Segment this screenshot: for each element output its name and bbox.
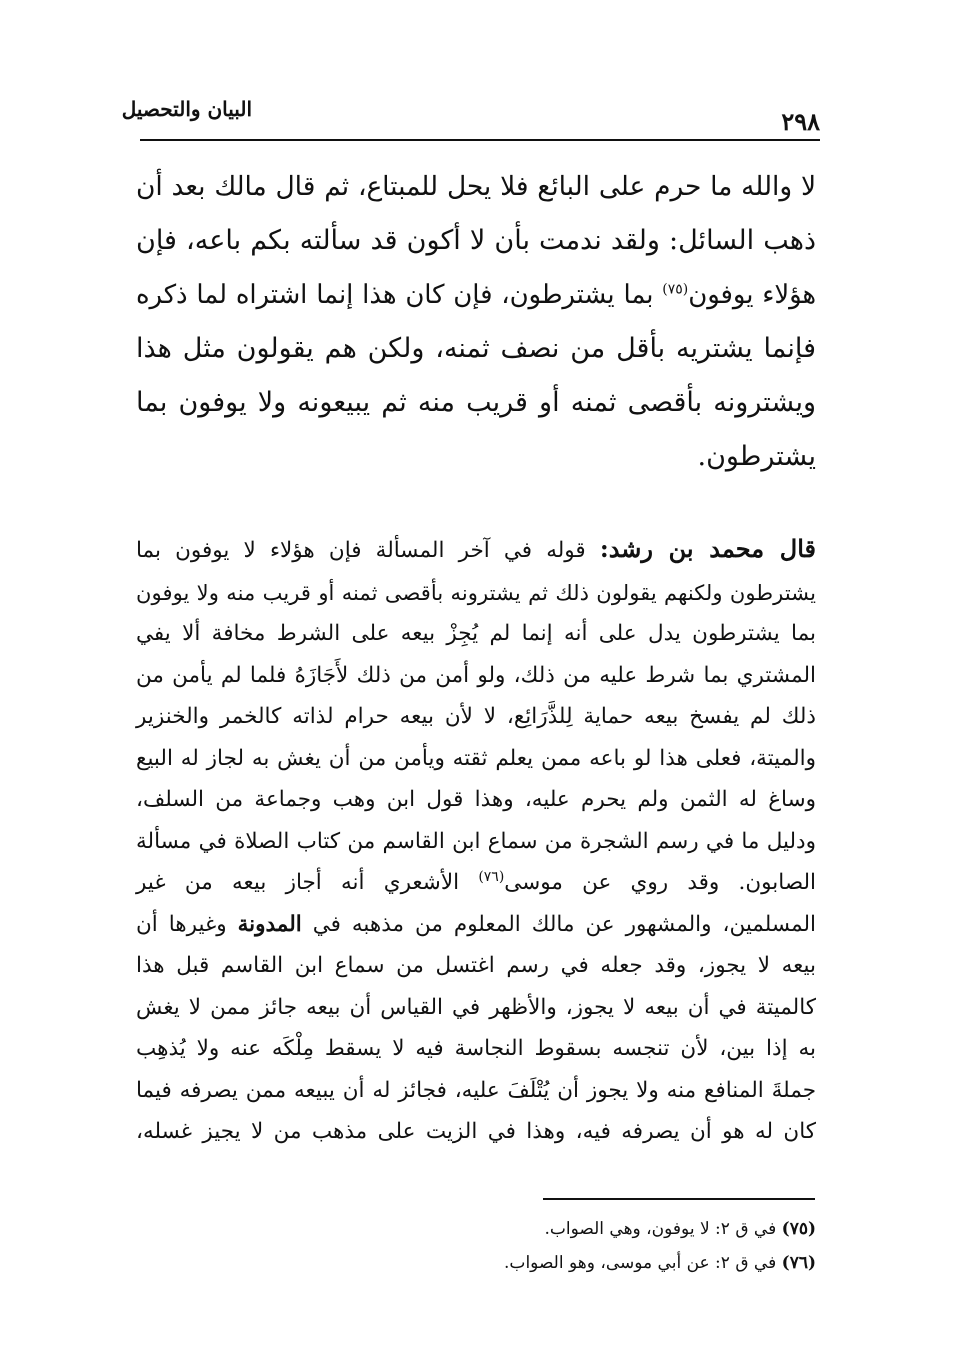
text-line: والميتة، فعلى هذا لو باعه ممن يعلم ثقته ويأمن من أن يغش به لجاز له البيع xyxy=(136,745,816,771)
text-line: ذلك لم يفسخ بيعه حماية لِلذَّرَائِع، لا لأن بيعه حرام لذاته كالخمر والخنزير xyxy=(136,704,816,729)
text-line: كالميتة في أن بيعه لا يجوز، والأظهر في القياس أن بيعه جائز ممن لا يغش xyxy=(136,994,816,1020)
commentary-lead: قال محمد بن رشد: xyxy=(599,534,816,563)
footnote-75 xyxy=(136,1212,816,1246)
text-segment: بما يشترطون، فإن كان هذا إنما اشتراه لما ذكره xyxy=(136,280,654,310)
text-segment: وغيرها أن xyxy=(136,911,227,937)
text-segment: قوله في آخر المسألة فإن هؤلاء لا يوفون بما xyxy=(136,538,586,563)
text-line: يشترطون. xyxy=(697,441,816,472)
footnote-number: (٧٦) xyxy=(781,1253,816,1273)
main-text xyxy=(136,160,816,1153)
page-number: ٢٩٨ xyxy=(781,107,820,136)
header-title: البيان والتحصيل xyxy=(121,97,252,121)
footnote-text: في ق ٢: عن أبي موسى، وهو الصواب. xyxy=(504,1253,777,1273)
text-line: يشترطون ولكنهم يقولون ذلك ثم يشترونه بأقصى ثمنه أو قريب منه ولا يوفون xyxy=(136,579,816,605)
paragraph-2 xyxy=(136,528,816,1153)
footnotes xyxy=(136,1212,816,1280)
text-line: بيعه لا يجوز، وقد جعله في رسم اغتسل من سماع ابن القاسم قبل هذا xyxy=(136,953,816,978)
running-header xyxy=(121,95,820,141)
footnote-76 xyxy=(136,1246,816,1280)
text-line xyxy=(136,528,816,572)
text-line xyxy=(136,862,816,904)
footnote-number: (٧٥) xyxy=(781,1219,816,1239)
footnote-ref-75[interactable]: (٧٥) xyxy=(662,281,689,298)
text-line: فإنما يشتريه بأقل من نصف ثمنه، ولكن هم يقولون مثل هذا xyxy=(136,333,816,364)
text-line: كان له هو أن يصرفه فيه، وهذا في الزيت على مذهب من لا يجيز غسله، xyxy=(136,1119,816,1144)
footnote-text: في ق ٢: لا يوفون، وهي الصواب. xyxy=(544,1219,777,1239)
book-title-mudawwana: المدونة xyxy=(237,911,302,937)
text-line: المشتري بما شرط عليه من ذلك، ولو أمن من ذلك لأَجَازَهُ فلما لم يأمن من xyxy=(136,662,816,688)
text-line: بما يشترطون يدل على أنه إنما لم يُجِزْ بيعه على الشرط مخافة ألا يفي xyxy=(136,621,816,646)
paragraph-1 xyxy=(136,160,816,484)
text-line: ويشترونه بأقصى ثمنه أو قريب منه ثم يبيعونه ولا يوفون بما xyxy=(136,387,816,418)
text-line: به إذا بين، لأن تنجسه بسقوط النجاسة فيه لا يسقط مِلْكَه عنه ولا يُذهِب xyxy=(136,1036,816,1061)
text-line: لا والله ما حرم على البائع فلا يحل للمبتاع، ثم قال مالك بعد أن xyxy=(136,172,816,202)
footnote-ref-76[interactable]: (٧٦) xyxy=(478,868,505,885)
text-line xyxy=(136,268,816,322)
text-line: ذهب السائل: ولقد ندمت بأن لا أكون قد سألته بكم باعه، فإن xyxy=(136,225,816,256)
text-line: جملةَ المنافع منه ولا يجوز أن يُتْلَفَ عليه، فجائز له أن يبيعه ممن يصرفه فيما xyxy=(136,1077,816,1103)
text-segment: الأشعري أنه أجاز بيعه من غير xyxy=(136,870,460,895)
text-line xyxy=(136,904,816,946)
footnote-rule xyxy=(543,1198,815,1200)
text-segment: المسلمين، والمشهور عن مالك المعلوم من مذهبه في xyxy=(312,911,816,937)
header-rule xyxy=(140,139,820,141)
text-line: ودليل ما في رسم الشجرة من سماع ابن القاسم من كتاب الصلاة في مسألة xyxy=(136,828,816,854)
text-segment: الصابون. وقد روي عن موسى xyxy=(504,870,816,895)
text-segment: هؤلاء يوفون xyxy=(688,280,817,310)
text-line: وساغ له الثمن ولم يحرم عليه، وهذا قول ابن وهب وجماعة من السلف، xyxy=(136,787,816,812)
